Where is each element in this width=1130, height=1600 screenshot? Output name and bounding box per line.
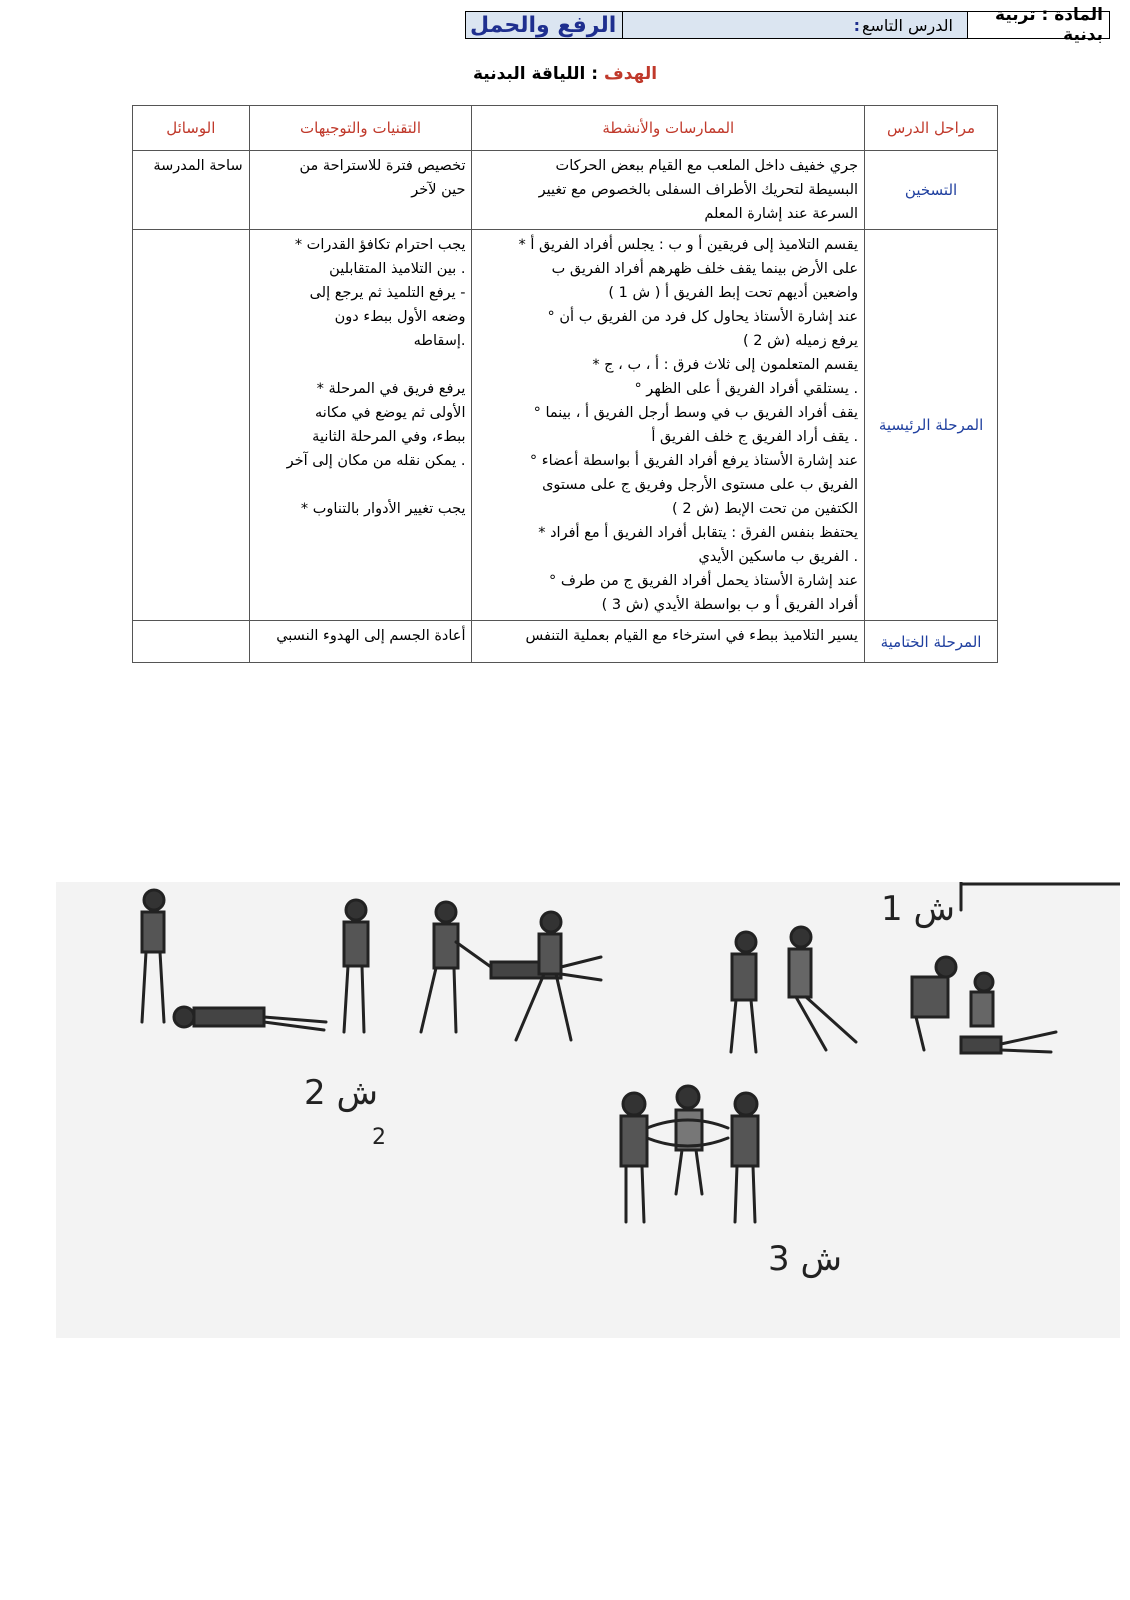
warmup-practice-line: جري خفيف داخل الملعب مع القيام ببعض الحركات <box>555 158 859 174</box>
figure-2-label: ش 2 <box>304 1073 378 1113</box>
figure-standing-2 <box>344 900 368 1032</box>
header-stages: مراحل الدرس <box>865 106 998 151</box>
table-header-row <box>133 106 998 151</box>
main-practice-line: يحتفظ بنفس الفرق : يتقابل أفراد الفريق أ مع أفراد * <box>538 525 859 541</box>
lesson-header <box>465 5 1110 45</box>
stage-warmup: التسخين <box>865 151 998 230</box>
main-technique-line: . يمكن نقله من مكان إلى آخر <box>286 453 466 469</box>
main-technique-line: يجب تغيير الأدوار بالتناوب * <box>300 501 466 517</box>
closing-means <box>133 621 250 663</box>
main-technique-line: .إسقاطه <box>413 333 466 349</box>
closing-practices: يسير التلاميذ ببطء في استرخاء مع القيام بعملية التنفس <box>472 621 865 663</box>
main-practice-line: . الفريق ب ماسكين الأيدي <box>698 549 859 565</box>
main-practice-line: عند إشارة الأستاذ يحمل أفراد الفريق ج من طرف ° <box>548 573 859 589</box>
main-means <box>133 230 250 621</box>
lesson-cell <box>622 12 967 38</box>
figure-3-label: ش 3 <box>768 1239 842 1279</box>
main-technique-line: ببطء، وفي المرحلة الثانية <box>312 429 466 445</box>
main-technique-line: . بين التلاميذ المتقابلين <box>329 261 466 277</box>
main-practice-line: . يستلقي أفراد الفريق أ على الظهر ° <box>634 381 859 397</box>
stage-main: المرحلة الرئيسية <box>865 230 998 621</box>
main-practices <box>472 230 865 621</box>
main-practice-line: الكتفين من تحت الإبط (ش 2 ) <box>672 501 859 517</box>
subject-cell: المادة : تربية بدنية <box>967 12 1109 38</box>
main-technique-line: الأولى ثم يوضع في مكانه <box>314 405 466 421</box>
main-technique-line: يرفع فريق في المرحلة * <box>316 381 466 397</box>
main-practice-line: . يقف أراد الفريق ج خلف الفريق أ <box>651 429 859 445</box>
main-practice-line: يقسم المتعلمون إلى ثلاث فرق : أ ، ب ، ج * <box>592 357 859 373</box>
figure-chair-carry <box>621 1086 758 1222</box>
figure-lift-1 <box>731 927 856 1052</box>
warmup-practice-line: السرعة عند إشارة المعلم <box>704 206 859 222</box>
main-technique-line: - يرفع التلميذ ثم يرجع إلى <box>309 285 466 301</box>
main-practice-line: عند إشارة الأستاذ يرفع أفراد الفريق أ بواسطة أعضاء ° <box>529 453 859 469</box>
warmup-means: ساحة المدرسة <box>133 151 250 230</box>
main-practice-line: أفراد الفريق أ و ب بواسطة الأيدي (ش 3 ) <box>601 597 859 613</box>
exercise-illustration <box>56 882 1120 1338</box>
warmup-technique-line: تخصيص فترة للاستراحة من <box>299 158 466 174</box>
main-techniques <box>249 230 472 621</box>
header-means: الوسائل <box>133 106 250 151</box>
warmup-techniques <box>249 151 472 230</box>
table-row-warmup <box>133 151 998 230</box>
warmup-practice-line: البسيطة لتحريك الأطراف السفلى بالخصوص مع تغيير <box>538 182 859 198</box>
closing-techniques: أعادة الجسم إلى الهدوء النسبي <box>249 621 472 663</box>
goal-text: : اللياقة البدنية <box>472 64 599 84</box>
stage-closing: المرحلة الختامية <box>865 621 998 663</box>
figure-1-label: ش 1 <box>881 889 955 929</box>
table-row-closing <box>133 621 998 663</box>
lesson-table <box>132 105 998 663</box>
goal-label: الهدف <box>604 64 658 84</box>
main-practice-line: على الأرض بينما يقف خلف ظهرهم أفراد الفريق ب <box>551 261 859 277</box>
figure-lift-sitting <box>912 957 1056 1053</box>
figure-carry <box>421 902 601 1040</box>
spacer <box>256 473 466 497</box>
main-technique-line: يجب احترام تكافؤ القدرات * <box>294 237 466 253</box>
main-practice-line: الفريق ب على مستوى الأرجل وفريق ج على مستوى <box>542 477 859 493</box>
main-practice-line: يقسم التلاميذ إلى فريقين أ و ب : يجلس أفراد الفريق أ * <box>518 237 859 253</box>
lesson-goal <box>0 64 1130 84</box>
spacer <box>256 353 466 377</box>
table-row-main <box>133 230 998 621</box>
lesson-number: الدرس التاسع <box>861 15 953 35</box>
main-practice-line: يقف أفراد الفريق ب في وسط أرجل الفريق أ ، بينما ° <box>533 405 859 421</box>
exercise-drawing <box>56 882 1120 1338</box>
main-practice-line: يرفع زميله (ش 2 ) <box>742 333 859 349</box>
warmup-technique-line: حين لآخر <box>411 182 466 198</box>
warmup-practices <box>472 151 865 230</box>
lesson-colon: : <box>853 15 860 35</box>
header-practices: الممارسات والأنشطة <box>472 106 865 151</box>
main-practice-line: عند إشارة الأستاذ يحاول كل فرد من الفريق ب أن ° <box>547 309 859 325</box>
main-technique-line: وضعه الأول ببطء دون <box>334 309 466 325</box>
figure-standing-lying <box>142 890 326 1030</box>
main-practice-line: واضعين أديهم تحت إبط الفريق أ ( ش 1 ) <box>608 285 859 301</box>
figure-2-sublabel: 2 <box>372 1125 386 1150</box>
header-techniques: التقنيات والتوجيهات <box>249 106 472 151</box>
lesson-title: الرفع والحمل <box>466 12 622 38</box>
